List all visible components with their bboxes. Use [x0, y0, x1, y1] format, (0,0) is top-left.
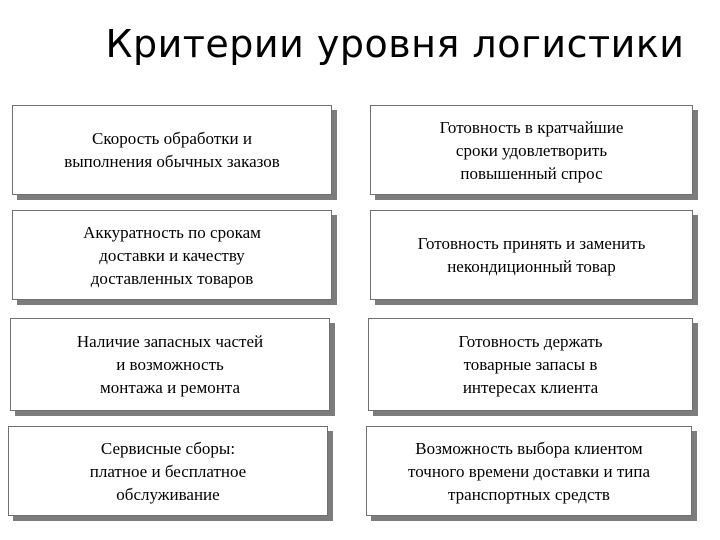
- criterion-box-stock-readiness: Готовность держать товарные запасы в интересах клиента: [368, 318, 693, 411]
- criterion-box-delivery-choice: Возможность выбора клиентом точного времени доставки и типа транспортных средств: [366, 426, 692, 516]
- criterion-box-delivery-accuracy: Аккуратность по срокам доставки и качеству доставленных товаров: [12, 210, 332, 300]
- criterion-box-spare-parts: Наличие запасных частей и возможность монтажа и ремонта: [10, 318, 330, 411]
- criterion-box-replacement-readiness: Готовность принять и заменить некондиционный товар: [370, 210, 693, 300]
- criterion-box-service-fees: Сервисные сборы: платное и бесплатное обслуживание: [8, 426, 328, 516]
- diagram-title: Критерии уровня логистики: [105, 22, 685, 66]
- criterion-box-demand-readiness: Готовность в кратчайшие сроки удовлетворить повышенный спрос: [370, 105, 693, 195]
- criterion-box-processing-speed: Скорость обработки и выполнения обычных заказов: [12, 105, 332, 195]
